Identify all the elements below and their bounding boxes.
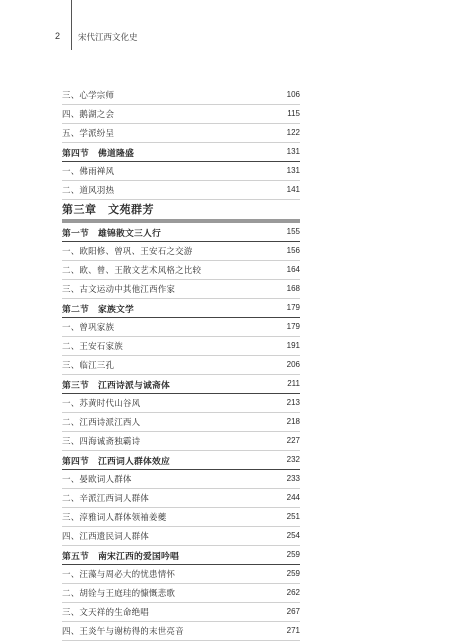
toc-entry-title: 三、古文运动中其他江西作家 — [62, 285, 176, 295]
toc-item-row[interactable] — [62, 356, 300, 375]
toc-page-number: 168 — [286, 284, 300, 293]
toc-item-row[interactable] — [62, 527, 300, 546]
toc-entry-title: 一、佛雨禅风 — [62, 167, 115, 177]
toc-page-number: 156 — [286, 246, 300, 255]
toc-item-row[interactable] — [62, 242, 300, 261]
toc-entry-title: 四、江西遗民词人群体 — [62, 532, 150, 542]
toc-entry-title: 四、鹅湖之会 — [62, 110, 115, 120]
toc-page-number: 106 — [286, 90, 300, 99]
toc-entry-title: 二、江西诗派江西人 — [62, 418, 141, 428]
toc-entry-title: 三、淳雅词人群体领袖姜夔 — [62, 513, 167, 523]
toc-item-row[interactable] — [62, 622, 300, 641]
toc-entry-title: 三、心学宗师 — [62, 91, 115, 101]
toc-item-row[interactable] — [62, 603, 300, 622]
toc-section-row[interactable] — [62, 299, 300, 318]
toc-page-number: 115 — [287, 109, 300, 118]
toc-page-number: 262 — [286, 588, 300, 597]
toc-entry-title: 一、汪藻与周必大的忧患情怀 — [62, 570, 176, 580]
toc-section-row[interactable] — [62, 223, 300, 242]
toc-entry-title: 第一节 雄锦散文三人行 — [62, 229, 161, 239]
toc-page-number: 122 — [286, 128, 300, 137]
toc-entry-title: 一、苏黄时代山谷风 — [62, 399, 141, 409]
toc-page-number: 164 — [286, 265, 300, 274]
toc-entry-title: 二、辛派江西词人群体 — [62, 494, 150, 504]
toc-entry-title: 二、欧、曾、王散文艺术风格之比较 — [62, 266, 202, 276]
toc-section-row[interactable] — [62, 451, 300, 470]
toc-page-number: 259 — [286, 569, 300, 578]
toc-item-row[interactable] — [62, 280, 300, 299]
toc-item-row[interactable] — [62, 470, 300, 489]
toc-entry-title: 第四节 佛道隆盛 — [62, 149, 134, 159]
toc-page-number: 259 — [286, 550, 300, 559]
toc-page-number: 267 — [286, 607, 300, 616]
toc-item-row[interactable] — [62, 413, 300, 432]
toc-page-number: 141 — [286, 185, 300, 194]
toc-page-number: 218 — [286, 417, 300, 426]
toc-entry-title: 三、四海诚斋独霸诗 — [62, 437, 141, 447]
toc-item-row[interactable] — [62, 124, 300, 143]
toc-list-bottom — [62, 223, 300, 641]
toc-item-row[interactable] — [62, 261, 300, 280]
toc-page-number: 244 — [286, 493, 300, 502]
toc-list-top — [62, 86, 300, 200]
toc-item-row[interactable] — [62, 394, 300, 413]
toc-entry-title: 第二节 家族文学 — [62, 305, 134, 315]
toc-item-row[interactable] — [62, 105, 300, 124]
toc-item-row[interactable] — [62, 337, 300, 356]
toc-item-row[interactable] — [62, 489, 300, 508]
toc-page-number: 213 — [286, 398, 300, 407]
page-number: 2 — [55, 31, 61, 41]
toc-page-number: 232 — [286, 455, 300, 464]
toc-section-row[interactable] — [62, 546, 300, 565]
toc-page-number: 233 — [286, 474, 300, 483]
toc-entry-title: 五、学派纷呈 — [62, 129, 115, 139]
toc-page-number: 155 — [286, 227, 300, 236]
toc-page-number: 251 — [286, 512, 300, 521]
toc-entry-title: 四、王炎午与谢枋得的末世亮音 — [62, 627, 184, 637]
chapter-heading: 第三章 文苑群芳 — [62, 203, 154, 216]
toc-entry-title: 一、曾巩家族 — [62, 323, 115, 333]
toc-page-number: 179 — [286, 322, 300, 331]
toc-item-row[interactable] — [62, 181, 300, 200]
toc-page-number: 191 — [286, 341, 300, 350]
toc-entry-title: 三、文天祥的生命绝唱 — [62, 608, 150, 618]
toc-page-number: 254 — [286, 531, 300, 540]
toc-item-row[interactable] — [62, 162, 300, 181]
toc-entry-title: 一、晏欧词人群体 — [62, 475, 132, 485]
toc-item-row[interactable] — [62, 86, 300, 105]
toc-entry-title: 第三节 江西诗派与诚斋体 — [62, 381, 170, 391]
toc-page-number: 206 — [286, 360, 300, 369]
toc-entry-title: 一、欧阳修、曾巩、王安石之交游 — [62, 247, 193, 257]
toc-page-number: 227 — [286, 436, 300, 445]
toc-section-row[interactable] — [62, 143, 300, 162]
running-head-title: 宋代江西文化史 — [78, 33, 138, 43]
toc-page-number: 179 — [286, 303, 300, 312]
toc-entry-title: 三、临江三孔 — [62, 361, 115, 371]
toc-page-number: 131 — [286, 147, 300, 156]
toc-entry-title: 第五节 南宋江西的爱国吟唱 — [62, 552, 179, 562]
toc-entry-title: 二、王安石家族 — [62, 342, 123, 352]
toc-page-number: 131 — [286, 166, 300, 175]
toc-entry-title: 二、道风羽热 — [62, 186, 115, 196]
toc-entry-title: 二、胡铨与王庭珪的慷慨悲歌 — [62, 589, 176, 599]
toc-section-row[interactable] — [62, 375, 300, 394]
toc-item-row[interactable] — [62, 432, 300, 451]
toc-item-row[interactable] — [62, 508, 300, 527]
toc-page-number: 211 — [287, 379, 300, 388]
toc-entry-title: 第四节 江西词人群体效应 — [62, 457, 170, 467]
toc-item-row[interactable] — [62, 318, 300, 337]
header-divider-line — [71, 0, 72, 50]
toc-page-number: 271 — [286, 626, 300, 635]
toc-item-row[interactable] — [62, 584, 300, 603]
toc-item-row[interactable] — [62, 565, 300, 584]
